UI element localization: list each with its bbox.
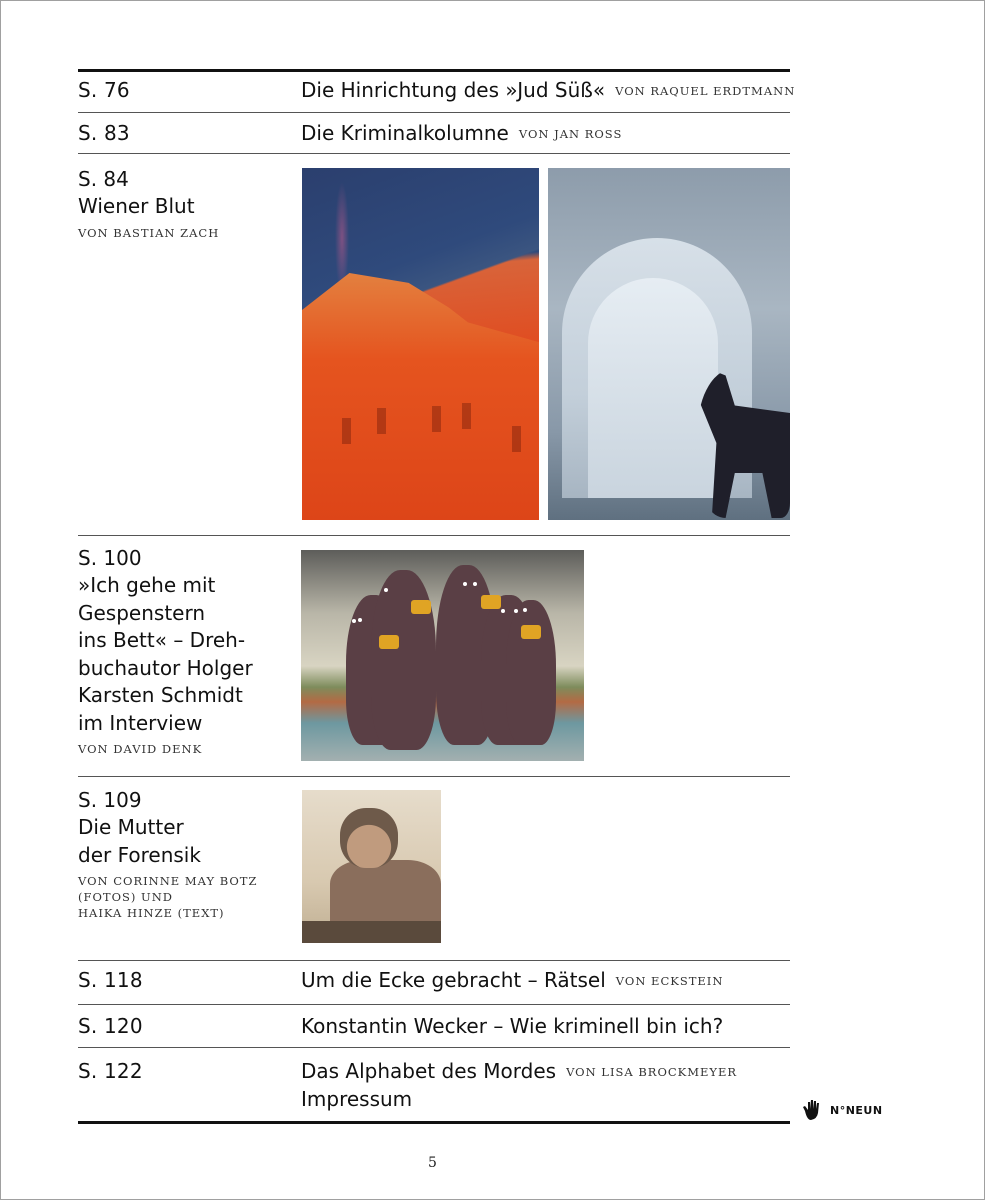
glowing-eye (514, 609, 518, 613)
toc-title-line[interactable]: Die Mutter (78, 815, 184, 839)
glowing-eye (384, 588, 388, 592)
toc-page-number: S. 76 (78, 78, 130, 102)
toc-page-number: S. 83 (78, 121, 130, 145)
toc-byline: VON ECKSTEIN (615, 974, 724, 988)
magazine-logo (802, 1099, 883, 1121)
toc-byline: VON CORINNE MAY BOTZ (78, 874, 258, 888)
window (462, 403, 471, 429)
toc-title-text[interactable]: Die Hinrichtung des »Jud Süß« (301, 78, 606, 102)
toc-page-number: S. 120 (78, 1014, 143, 1038)
feature-wiener-blut[interactable] (78, 166, 293, 241)
glowing-eye (358, 618, 362, 622)
toc-page-number: S. 84 (78, 167, 129, 191)
figure (371, 570, 436, 750)
toc-byline: VON JAN ROSS (518, 127, 623, 141)
toc-byline: (FOTOS) UND (78, 890, 173, 904)
window (377, 408, 386, 434)
page-number: 5 (428, 1155, 437, 1171)
figure (506, 600, 556, 745)
toc-title-line[interactable]: der Forensik (78, 842, 201, 867)
window (432, 406, 441, 432)
toc-entry-title[interactable] (301, 1059, 737, 1083)
toc-byline: VON RAQUEL ERDTMANN (615, 84, 796, 98)
toc-title-line[interactable]: Karsten Schmidt (78, 683, 243, 707)
glowing-eye (501, 609, 505, 613)
toc-title-text[interactable]: Das Alphabet des Mordes (301, 1059, 557, 1083)
toc-page-number: S. 118 (78, 968, 143, 992)
armband (379, 635, 399, 649)
glowing-eye (473, 582, 477, 586)
window (512, 426, 521, 452)
hand-icon (802, 1099, 822, 1121)
inner-arch-shape (588, 278, 718, 498)
armband (411, 600, 431, 614)
logo-text: N°NEUN (830, 1103, 883, 1117)
toc-title-line[interactable]: Gespenstern (78, 600, 206, 625)
toc-entry-title[interactable] (301, 121, 622, 145)
glowing-eye (352, 619, 356, 623)
toc-title-line[interactable]: buchautor Holger (78, 655, 253, 680)
divider (78, 1004, 790, 1005)
feature-mutter-der-forensik[interactable] (78, 787, 293, 921)
armband (521, 625, 541, 639)
glowing-eye (463, 582, 467, 586)
window (342, 418, 351, 444)
archway-horse-carriage-photo (548, 168, 790, 520)
toc-byline: VON LISA BROCKMEYER (566, 1065, 738, 1079)
toc-entry-impressum[interactable]: Impressum (301, 1087, 413, 1111)
toc-title-text[interactable]: Wiener Blut (78, 194, 195, 218)
feature-interview-schmidt[interactable] (78, 545, 293, 757)
toc-title-line[interactable]: »Ich gehe mit (78, 573, 216, 597)
toc-page-number: S. 109 (78, 788, 142, 812)
divider (78, 153, 790, 154)
divider (78, 776, 790, 777)
painted-armed-figures-illustration (301, 550, 584, 761)
toc-byline: VON BASTIAN ZACH (78, 225, 220, 240)
divider (78, 112, 790, 113)
toc-title-text[interactable]: Um die Ecke gebracht – Rätsel (301, 968, 606, 992)
divider (78, 1047, 790, 1048)
toc-title-line[interactable]: ins Bett« – Dreh- (78, 628, 246, 652)
top-rule (78, 69, 790, 72)
desk (302, 921, 441, 943)
woman-forensic-sepia-photo (302, 790, 441, 943)
toc-entry-title[interactable] (301, 968, 723, 992)
toc-byline: VON DAVID DENK (78, 742, 203, 756)
toc-page-number: S. 122 (78, 1059, 143, 1083)
toc-title-line[interactable]: im Interview (78, 710, 203, 735)
red-lit-vienna-building-photo (302, 168, 539, 520)
building-shape (302, 273, 539, 520)
armband (481, 595, 501, 609)
bottom-rule (78, 1121, 790, 1124)
toc-title-text[interactable]: Die Kriminalkolumne (301, 121, 509, 145)
toc-entry-title[interactable] (301, 1014, 723, 1038)
toc-page-number: S. 100 (78, 546, 142, 570)
figure-head (340, 808, 398, 868)
toc-entry-title[interactable] (301, 78, 795, 102)
divider (78, 535, 790, 536)
divider (78, 960, 790, 961)
glowing-eye (523, 608, 527, 612)
toc-byline: HAIKA HINZE (TEXT) (78, 906, 225, 920)
toc-title-text[interactable]: Konstantin Wecker – Wie kriminell bin ich? (301, 1014, 724, 1038)
